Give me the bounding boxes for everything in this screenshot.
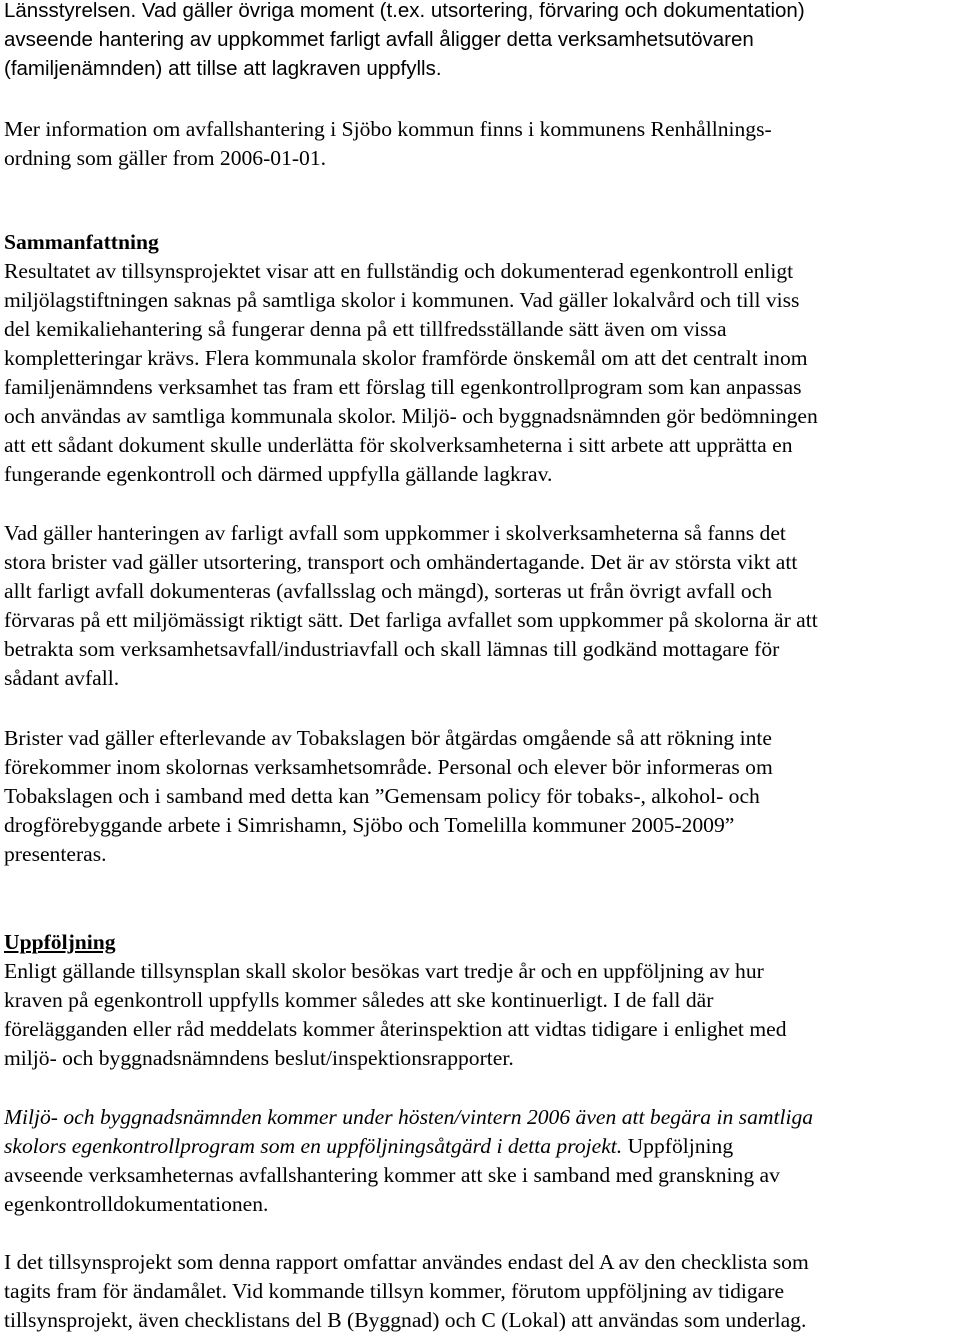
summary-heading: Sammanfattning (4, 230, 159, 254)
followup-para3-line: tagits fram för ändamålet. Vid kommande tillsyn kommer, förutom uppföljning av tidigare (4, 1279, 785, 1303)
summary-para1-line: att ett sådant dokument skulle underlätta för skolverksamheterna i sitt arbete att upprätta en (4, 433, 793, 457)
followup-para3-line: I det tillsynsprojekt som denna rapport omfattar användes endast del A av den checklista som (4, 1250, 809, 1274)
followup-para1-line: förelägganden eller råd meddelats kommer återinspektion att vidtas tidigare i enlighet med (4, 1017, 787, 1041)
followup-para2-italic-span: skolors egenkontrollprogram som en uppföljningsåtgärd i detta projekt. (4, 1134, 623, 1158)
intro-line: Länsstyrelsen. Vad gäller övriga moment (t.ex. utsortering, förvaring och dokumentation) (4, 0, 805, 22)
summary-para2-line: allt farligt avfall dokumenteras (avfallsslag och mängd), sorteras ut från övrigt avfall och (4, 579, 773, 603)
summary-para2-line: förvaras på ett miljömässigt riktigt sätt. Det farliga avfallet som uppkommer på skolorna är att (4, 608, 818, 632)
summary-para1-line: familjenämndens verksamhet tas fram ett förslag till egenkontrollprogram som kan anpassas (4, 375, 802, 399)
followup-para3-line: tillsynsprojekt, även checklistans del B (Byggnad) och C (Lokal) att användas som underlag. (4, 1308, 807, 1332)
summary-para2-line: stora brister vad gäller utsortering, transport och omhändertagande. Det är av största vikt att (4, 550, 798, 574)
followup-para2-line: avseende verksamheternas avfallshantering kommer att ske i samband med granskning av (4, 1163, 780, 1187)
followup-heading: Uppföljning (4, 930, 116, 954)
summary-para3-line: förekommer inom skolornas verksamhetsområde. Personal och elever bör informeras om (4, 755, 773, 779)
summary-para2-line: betrakta som verksamhetsavfall/industriavfall och skall lämnas till godkänd mottagare för (4, 637, 780, 661)
followup-para1-line: kraven på egenkontroll uppfylls kommer således att ske kontinuerligt. I de fall där (4, 988, 714, 1012)
info-line: ordning som gäller from 2006-01-01. (4, 146, 327, 170)
intro-line: avseende hantering av uppkommet farligt avfall åligger detta verksamhetsutövaren (4, 28, 754, 51)
followup-para2-line: egenkontrolldokumentationen. (4, 1192, 269, 1216)
info-line: Mer information om avfallshantering i Sjöbo kommun finns i kommunens Renhållnings- (4, 117, 772, 141)
summary-para2-line: sådant avfall. (4, 666, 120, 690)
followup-para2-normal-span: Uppföljning (622, 1134, 734, 1158)
summary-para3-line: Tobakslagen och i samband med detta kan ”Gemensam policy för tobaks-, alkohol- och (4, 784, 760, 808)
followup-para2-mixed-line (4, 1132, 733, 1161)
summary-para2-line: Vad gäller hanteringen av farligt avfall som uppkommer i skolverksamheterna så fanns det (4, 521, 786, 545)
followup-para1-line: Enligt gällande tillsynsplan skall skolor besökas vart tredje år och en uppföljning av hur (4, 959, 764, 983)
summary-para1-line: kompletteringar krävs. Flera kommunala skolor framförde önskemål om att det centralt inom (4, 346, 808, 370)
summary-para3-line: presenteras. (4, 842, 107, 866)
summary-para3-line: drogförebyggande arbete i Simrishamn, Sjöbo och Tomelilla kommuner 2005-2009” (4, 813, 735, 837)
summary-para3-line: Brister vad gäller efterlevande av Tobakslagen bör åtgärdas omgående så att rökning inte (4, 726, 772, 750)
followup-para1-line: miljö- och byggnadsnämndens beslut/inspektionsrapporter. (4, 1046, 514, 1070)
summary-para1-line: och användas av samtliga kommunala skolor. Miljö- och byggnadsnämnden gör bedömningen (4, 404, 818, 428)
summary-para1-line: miljölagstiftningen saknas på samtliga skolor i kommunen. Vad gäller lokalvård och till viss (4, 288, 800, 312)
intro-line: (familjenämnden) att tillse att lagkraven uppfylls. (4, 57, 442, 80)
summary-para1-line: fungerande egenkontroll och därmed uppfylla gällande lagkrav. (4, 462, 553, 486)
followup-para2-italic-line: Miljö- och byggnadsnämnden kommer under hösten/vintern 2006 även att begära in samtliga (4, 1105, 814, 1129)
summary-para1-line: Resultatet av tillsynsprojektet visar att en fullständig och dokumenterad egenkontroll enligt (4, 259, 794, 283)
summary-para1-line: del kemikaliehantering så fungerar denna på ett tillfredsställande sätt även om vissa (4, 317, 727, 341)
